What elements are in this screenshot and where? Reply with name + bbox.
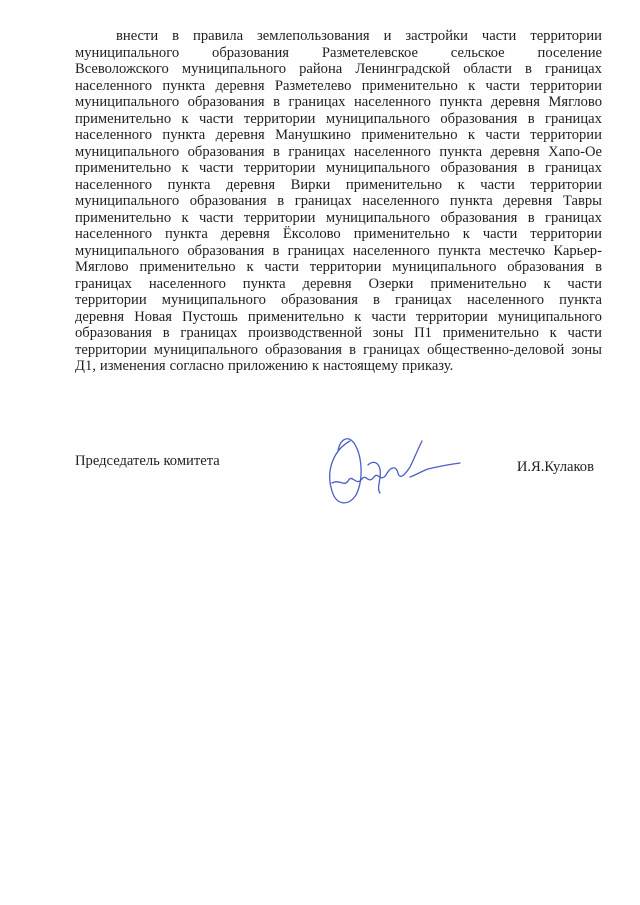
body-word: к (543, 275, 551, 292)
body-word: местечко (489, 242, 546, 259)
body-word: в (172, 28, 180, 44)
body-word: Карьер- (553, 242, 602, 259)
body-line (75, 61, 602, 78)
body-word: и (383, 28, 392, 44)
body-word: муниципального (325, 209, 430, 226)
body-word: приказу. (402, 358, 454, 374)
body-word: границах (288, 143, 346, 160)
body-word: части (481, 28, 517, 44)
body-word: границах (294, 193, 352, 209)
body-word: зоны (571, 341, 602, 358)
body-word: землепользования (257, 28, 370, 44)
body-word: к (549, 325, 557, 341)
body-word: в (595, 259, 602, 275)
body-line (75, 78, 602, 95)
body-word: муниципального (325, 110, 430, 127)
body-word: границах (544, 209, 602, 226)
body-word: применительно (361, 77, 458, 94)
body-word: муниципального (181, 61, 287, 77)
body-word: применительно (75, 110, 172, 127)
body-line (75, 309, 602, 326)
body-word: применительно (353, 226, 450, 242)
body-word: образования (189, 193, 267, 209)
body-word: сельское (450, 44, 505, 61)
body-word: поселение (537, 44, 602, 61)
body-word: к (181, 209, 189, 226)
body-word: в (349, 341, 356, 358)
body-word: применительно (345, 176, 443, 193)
body-word: П1 (414, 325, 432, 341)
body-word: территории (75, 292, 147, 308)
body-word: муниципального (392, 259, 497, 275)
body-word: к (468, 77, 476, 94)
body-word: застройки (405, 28, 468, 44)
body-word: образования (212, 44, 289, 61)
body-word: к (181, 110, 189, 127)
body-word: границах (544, 110, 602, 127)
body-word: населенного (352, 242, 430, 259)
body-line (75, 358, 602, 375)
body-word: территории (243, 209, 316, 226)
body-word: образования (187, 242, 265, 259)
body-word: применительно (430, 275, 527, 292)
body-word: образования (280, 292, 358, 308)
body-word: части (482, 226, 518, 242)
body-line (75, 276, 602, 293)
body-word: деревня (215, 77, 265, 94)
body-word: населенного (75, 127, 153, 143)
body-word: образования (507, 259, 585, 275)
body-line (75, 243, 602, 260)
body-word: Д1, (75, 358, 96, 374)
body-word: Разметелевское (321, 44, 418, 61)
body-word: в (527, 209, 535, 226)
body-word: внести (116, 28, 159, 44)
body-word: производственной (248, 325, 363, 341)
body-word: в (527, 110, 535, 127)
body-word: муниципального (161, 292, 266, 308)
body-line (75, 144, 602, 161)
body-word: пункта (439, 94, 483, 110)
body-line (75, 226, 602, 243)
body-word: границах (544, 160, 602, 176)
body-word: деревня (490, 94, 540, 110)
body-word: муниципального (325, 160, 430, 176)
body-word: применительно (75, 160, 172, 176)
body-word: в (162, 325, 170, 341)
body-word: образования (75, 325, 152, 341)
body-word: в (525, 61, 532, 77)
body-word: пункта (439, 143, 483, 160)
body-word: Пустошь (182, 308, 238, 325)
body-line (75, 259, 602, 276)
body-word: пункта (164, 226, 208, 242)
body-word: пункта (559, 292, 602, 308)
body-word: деревня (490, 143, 540, 160)
body-word: населенного (75, 77, 153, 94)
body-word: Манушкино (275, 127, 351, 143)
body-word: деревня (302, 275, 352, 292)
body-word: территории (530, 127, 602, 143)
body-word: части (371, 308, 406, 325)
body-word: территории (530, 226, 602, 242)
body-word: муниципального (75, 193, 180, 209)
body-word: зоны (372, 325, 404, 341)
body-word: образования (265, 341, 342, 358)
body-word: границах (363, 341, 421, 358)
body-word: образования (440, 209, 518, 226)
body-word: части (567, 325, 602, 341)
body-word: части (198, 209, 234, 226)
body-word: муниципального (75, 44, 180, 61)
body-word: согласно (169, 358, 224, 374)
body-word: Вирки (290, 176, 331, 193)
body-word: муниципального (75, 242, 180, 259)
body-word: правила (193, 28, 244, 44)
signature-block (75, 453, 602, 523)
body-text (75, 28, 602, 375)
body-word: муниципального (75, 94, 180, 110)
body-line (75, 160, 602, 177)
body-word: границах (75, 275, 132, 292)
body-word: к (462, 226, 470, 242)
body-line (75, 342, 602, 359)
body-word: Новая (134, 308, 172, 325)
body-word: населенного (75, 176, 153, 193)
body-word: Тавры (562, 193, 602, 209)
body-word: изменения (99, 358, 166, 374)
body-word: территории (243, 160, 316, 176)
body-word: части (198, 160, 234, 176)
body-word: пункта (162, 127, 206, 143)
body-word: части (198, 110, 234, 127)
body-word: области (463, 61, 512, 77)
body-word: в (273, 143, 280, 160)
body-word: территории (75, 341, 147, 358)
body-word: Всеволожского (75, 61, 169, 77)
body-word: деревня (75, 308, 125, 325)
body-word: к (181, 160, 189, 176)
handwritten-signature (310, 421, 470, 521)
body-word: населенного (148, 275, 226, 292)
body-word: границах (544, 61, 602, 77)
signatory-title: Председатель комитета (75, 453, 220, 469)
body-word: территории (530, 77, 602, 94)
body-word: территории (530, 176, 602, 193)
body-word: Ёксолово (282, 226, 341, 242)
body-word: Озерки (368, 275, 414, 292)
body-word: части (480, 176, 515, 193)
body-word: деревня (215, 127, 265, 143)
body-line (75, 94, 602, 111)
body-word: населенного (75, 226, 153, 242)
body-word: приложению (227, 358, 309, 374)
body-word: образования (187, 143, 265, 160)
body-word: применительно (75, 209, 172, 226)
body-word: границах (288, 94, 346, 110)
body-line (75, 210, 602, 227)
body-line (75, 111, 602, 128)
body-word: к (246, 259, 254, 275)
body-word: части (485, 77, 520, 94)
body-word: к (457, 176, 465, 193)
body-word: в (527, 160, 535, 176)
body-line (75, 177, 602, 194)
body-line (75, 127, 602, 144)
body-word: к (354, 308, 362, 325)
body-word: пункта (167, 176, 211, 193)
body-word: Мяглово (548, 94, 602, 110)
body-word: территории (309, 259, 382, 275)
body-word: в (273, 94, 281, 110)
body-word: настоящему (323, 358, 399, 374)
body-word: деревня (220, 226, 270, 242)
body-word: территории (530, 28, 602, 44)
body-word: образования (440, 160, 518, 176)
body-line (75, 292, 602, 309)
body-word: границах (287, 242, 345, 259)
body-word: муниципального (75, 143, 180, 160)
body-line (75, 28, 602, 45)
body-word: части (485, 127, 520, 143)
body-word: в (272, 242, 280, 259)
body-word: Разметелево (274, 77, 352, 94)
body-word: пункта (242, 275, 286, 292)
body-word: населенного (353, 143, 431, 160)
body-word: части (567, 275, 602, 292)
body-word: Мяглово (75, 259, 129, 275)
body-word: применительно (247, 308, 345, 325)
body-word: населенного (353, 94, 431, 110)
body-word: населенного (467, 292, 545, 308)
body-word: образования (187, 94, 265, 110)
body-word: пункта (449, 193, 493, 209)
body-word: в (277, 193, 285, 209)
body-word: деревня (503, 193, 553, 209)
body-line (75, 325, 602, 342)
body-word: муниципального (153, 341, 258, 358)
body-word: образования (440, 110, 518, 127)
body-word: в (373, 292, 380, 308)
body-word: деревня (225, 176, 276, 193)
body-word: пункта (162, 77, 206, 94)
body-word: пункта (438, 242, 481, 259)
body-word: к (312, 358, 320, 374)
body-word: применительно (361, 127, 458, 143)
body-word: общественно-деловой (427, 341, 565, 358)
body-word: населенного (362, 193, 440, 209)
body-line (75, 45, 602, 62)
body-word: района (299, 61, 343, 77)
body-word: муниципального (497, 308, 602, 325)
body-word: Ленинградской (355, 61, 451, 77)
body-word: применительно (442, 325, 539, 341)
body-word: территории (243, 110, 316, 127)
body-word: применительно (139, 259, 236, 275)
body-word: Хапо-Ое (548, 143, 602, 160)
signatory-name: И.Я.Кулаков (516, 459, 594, 475)
body-word: части (264, 259, 299, 275)
body-line (75, 193, 602, 210)
body-word: границах (180, 325, 238, 341)
body-word: территории (416, 308, 488, 325)
body-word: к (467, 127, 475, 143)
body-word: границах (394, 292, 452, 308)
